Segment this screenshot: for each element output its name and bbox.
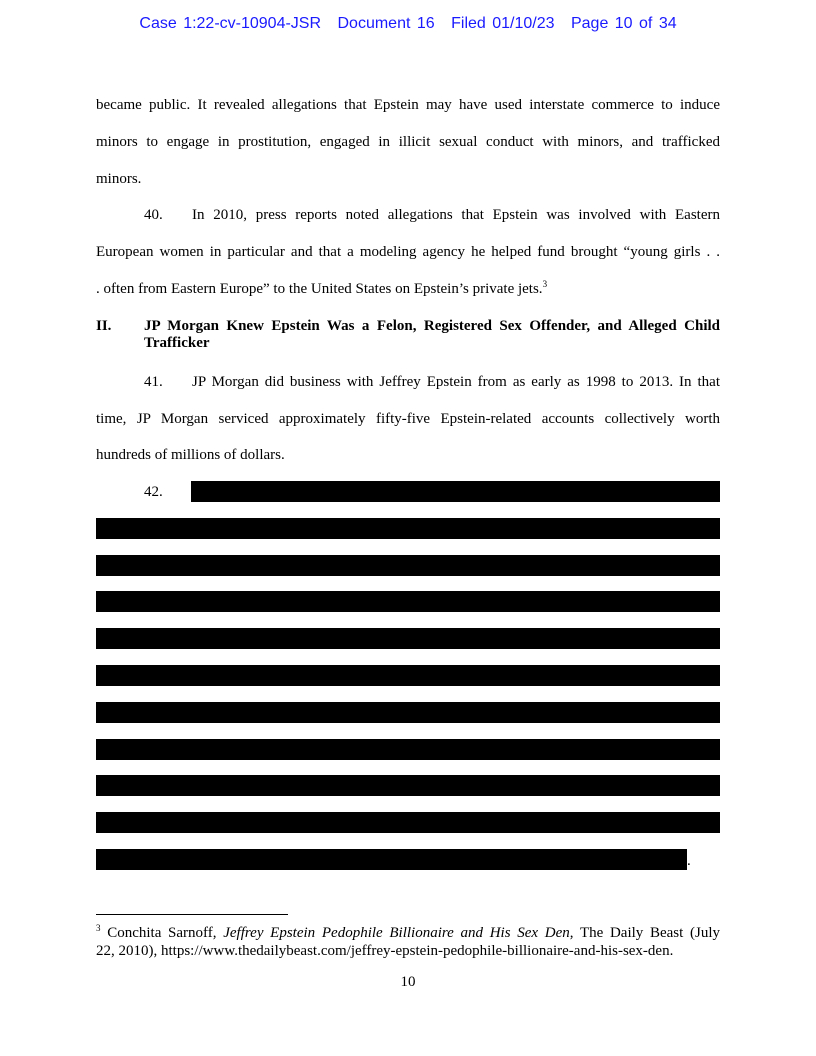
closing-period: .: [687, 853, 691, 869]
text-line: time, JP Morgan serviced approximately fifty-five Epstein-related accounts collectively worth: [96, 411, 720, 427]
paragraph-text: . often from Eastern Europe” to the United States on Epstein’s private jets.: [96, 281, 543, 297]
redaction-bar: [96, 628, 720, 649]
paragraph-number: 42.: [144, 484, 163, 500]
redaction-bar: [96, 555, 720, 576]
document-number: Document 16: [337, 15, 435, 32]
redaction-bar: [96, 518, 720, 539]
redaction-bar: [191, 481, 720, 502]
page-number: 10: [400, 974, 416, 990]
text-line: hundreds of millions of dollars.: [96, 447, 285, 463]
paragraph-number: 40.: [144, 207, 163, 223]
paragraph-text: JP Morgan did business with Jeffrey Epstein from as early as 1998 to 2013. In that: [192, 374, 720, 390]
redaction-bar: [96, 702, 720, 723]
footnote-line: [96, 942, 720, 960]
text-line: minors to engage in prostitution, engaged in illicit sexual conduct with minors, and trafficked: [96, 134, 720, 150]
redaction-bar: [96, 591, 720, 612]
text-line: minors.: [96, 171, 142, 187]
text-line: European women in particular and that a modeling agency he helped fund brought “young girls . .: [96, 244, 720, 260]
paragraph-41-line: [144, 373, 720, 391]
redaction-bar: [96, 665, 720, 686]
redaction-bar: [96, 849, 687, 870]
footnote-author: Conchita Sarnoff,: [107, 925, 224, 941]
section-number: II.: [96, 318, 112, 334]
footnote-marker: 3: [96, 923, 101, 933]
footnote-divider: [96, 914, 288, 915]
footnote-source: , The Daily Beast (July: [569, 925, 721, 941]
paragraph-number: 41.: [144, 374, 163, 390]
paragraph-40-line: [144, 206, 720, 224]
redaction-bar: [96, 812, 720, 833]
page-of-total: Page 10 of 34: [570, 15, 677, 32]
text-line: became public. It revealed allegations that Epstein may have used interstate commerce to induce: [96, 97, 720, 113]
filed-date: Filed 01/10/23: [451, 15, 555, 32]
case-header: [0, 15, 816, 33]
footnote-line: [96, 924, 720, 942]
footnote-date-url[interactable]: 22, 2010), https://www.thedailybeast.com/jeffrey-epstein-pedophile-billionaire-and-his-sex-den.: [96, 943, 674, 959]
redaction-bar: [96, 775, 720, 796]
paragraph-text: In 2010, press reports noted allegations that Epstein was involved with Eastern: [192, 207, 720, 223]
redaction-bar: [96, 739, 720, 760]
case-number: Case 1:22-cv-10904-JSR: [139, 15, 322, 32]
footnote-reference[interactable]: 3: [542, 279, 548, 289]
text-line: [96, 280, 720, 298]
section-title: JP Morgan Knew Epstein Was a Felon, Registered Sex Offender, and Alleged Child Trafficker: [144, 318, 720, 351]
footnote-article-title: Jeffrey Epstein Pedophile Billionaire and His Sex Den: [223, 925, 570, 941]
